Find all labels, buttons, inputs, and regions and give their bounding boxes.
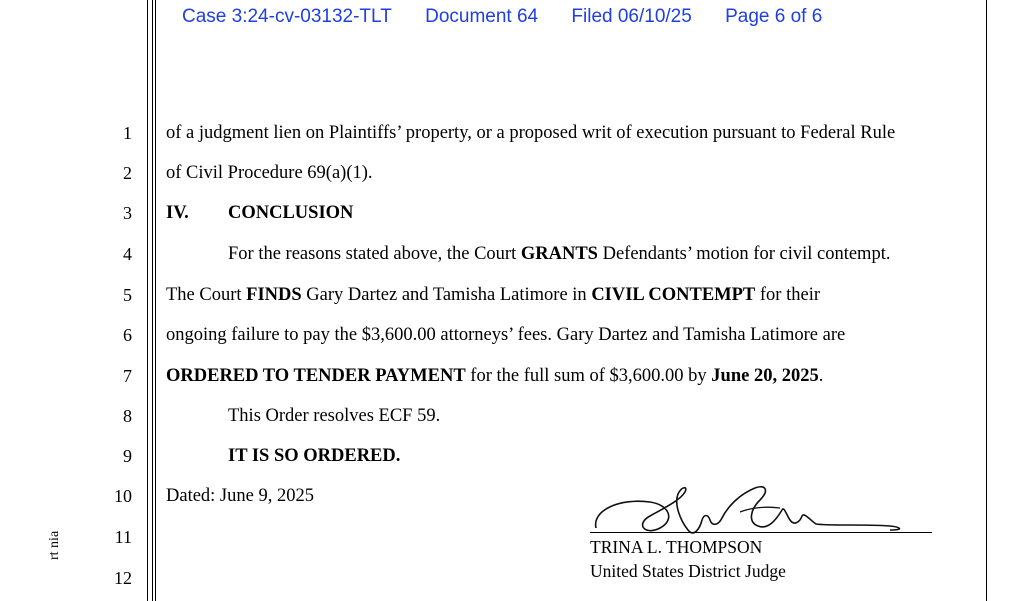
dated-line: Dated: June 9, 2025 bbox=[166, 486, 314, 506]
line-number: 5 bbox=[123, 285, 132, 305]
so-ordered-text: IT IS SO ORDERED. bbox=[228, 446, 401, 466]
signature-line bbox=[590, 532, 932, 533]
line-number: 10 bbox=[114, 486, 132, 506]
page-indicator: Page 6 of 6 bbox=[725, 6, 823, 27]
section-number: IV. bbox=[166, 203, 189, 223]
line-number: 2 bbox=[123, 163, 132, 183]
judge-name: TRINA L. THOMPSON bbox=[590, 537, 763, 557]
section-heading bbox=[166, 203, 189, 223]
body-line-4 bbox=[228, 244, 890, 264]
line-number: 9 bbox=[123, 446, 132, 466]
text-run-bold: GRANTS bbox=[520, 244, 598, 264]
line-number: 7 bbox=[123, 366, 132, 386]
left-margin-rule-innermost bbox=[155, 0, 156, 601]
line-number: 3 bbox=[123, 203, 132, 223]
body-line-8: This Order resolves ECF 59. bbox=[228, 406, 441, 426]
document-number: Document 64 bbox=[425, 6, 539, 27]
order-statement bbox=[228, 446, 400, 466]
line-number: 11 bbox=[114, 527, 132, 547]
line-number: 1 bbox=[123, 123, 132, 143]
court-margin-text: rt nia bbox=[47, 530, 62, 560]
section-heading-title bbox=[228, 203, 353, 223]
line-number: 12 bbox=[114, 568, 132, 588]
section-title: CONCLUSION bbox=[228, 203, 354, 223]
body-line-2: of Civil Procedure 69(a)(1). bbox=[166, 163, 373, 183]
left-margin-rule-inner bbox=[152, 0, 153, 601]
body-line-5 bbox=[166, 285, 820, 305]
filing-header bbox=[182, 6, 850, 28]
text-run: Gary Dartez and Tamisha Latimore in bbox=[301, 285, 592, 305]
body-line-1: of a judgment lien on Plaintiffs’ property, or a proposed writ of execution pursuant to Federal Rule bbox=[166, 123, 896, 143]
text-run: Defendants’ motion for civil contempt. bbox=[597, 244, 891, 264]
right-margin-rule bbox=[986, 0, 987, 601]
body-line-6: ongoing failure to pay the $3,600.00 attorneys’ fees. Gary Dartez and Tamisha Latimore are bbox=[166, 325, 846, 345]
line-number: 4 bbox=[123, 244, 132, 264]
body-line-7 bbox=[166, 366, 823, 386]
judge-title: United States District Judge bbox=[590, 561, 786, 581]
text-run: . bbox=[818, 366, 824, 386]
text-run-bold: June 20, 2025 bbox=[711, 366, 819, 386]
text-run: The Court bbox=[166, 285, 247, 305]
text-run-bold: CIVIL CONTEMPT bbox=[591, 285, 756, 305]
text-run: for their bbox=[755, 285, 820, 305]
text-run-bold: ORDERED TO TENDER PAYMENT bbox=[166, 366, 466, 386]
case-number: Case 3:24-cv-03132-TLT bbox=[182, 6, 392, 27]
text-run-bold: FINDS bbox=[246, 285, 302, 305]
line-number: 8 bbox=[123, 406, 132, 426]
left-margin-rule bbox=[147, 0, 148, 601]
filed-date: Filed 06/10/25 bbox=[571, 6, 692, 27]
text-run: For the reasons stated above, the Court bbox=[228, 244, 521, 264]
text-run: for the full sum of $3,600.00 by bbox=[465, 366, 712, 386]
line-number: 6 bbox=[123, 325, 132, 345]
